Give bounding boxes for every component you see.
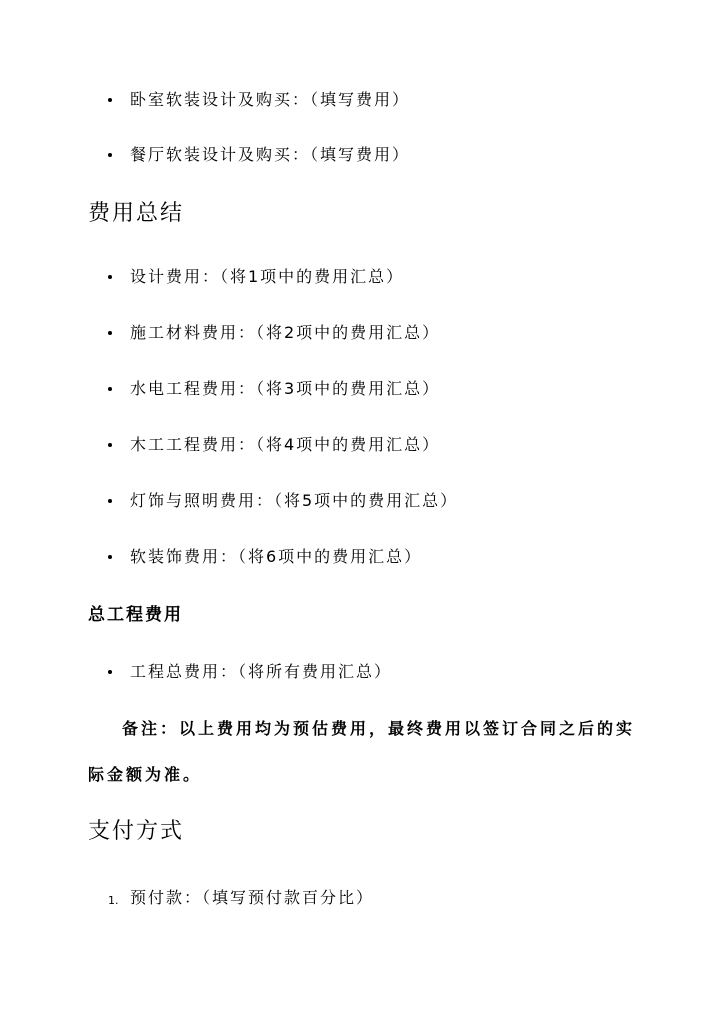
list-item-text: 餐厅软装设计及购买：（填写费用）: [130, 145, 411, 164]
bullet-icon: [108, 443, 112, 447]
bullet-icon: [108, 670, 112, 674]
bullet-icon: [108, 555, 112, 559]
bullet-icon: [108, 275, 112, 279]
list-item-text: 工程总费用：（将所有费用汇总）: [130, 662, 393, 681]
list-item-number: 1.: [108, 894, 119, 907]
list-item-text: 软装饰费用：（将6项中的费用汇总）: [130, 547, 423, 566]
section-heading-payment: 支付方式: [88, 819, 185, 844]
list-item-text: 灯饰与照明费用：（将5项中的费用汇总）: [130, 491, 459, 510]
bullet-icon: [108, 98, 112, 102]
list-item-text: 卧室软装设计及购买：（填写费用）: [130, 90, 411, 109]
list-item-text: 木工工程费用：（将4项中的费用汇总）: [130, 435, 441, 454]
bullet-icon: [108, 331, 112, 335]
list-item-text: 设计费用：（将1项中的费用汇总）: [130, 267, 405, 286]
section-heading-total: 总工程费用: [88, 605, 183, 625]
bullet-icon: [108, 153, 112, 157]
bullet-icon: [108, 499, 112, 503]
list-item-text: 水电工程费用：（将3项中的费用汇总）: [130, 379, 441, 398]
list-item-text: 施工材料费用：（将2项中的费用汇总）: [130, 323, 441, 342]
bullet-icon: [108, 387, 112, 391]
note-paragraph: 备注：以上费用均为预估费用，最终费用以签订合同之后的实际金额为准。: [88, 719, 636, 784]
list-item-text: 预付款：（填写预付款百分比）: [130, 888, 375, 907]
section-heading-summary: 费用总结: [88, 201, 185, 226]
